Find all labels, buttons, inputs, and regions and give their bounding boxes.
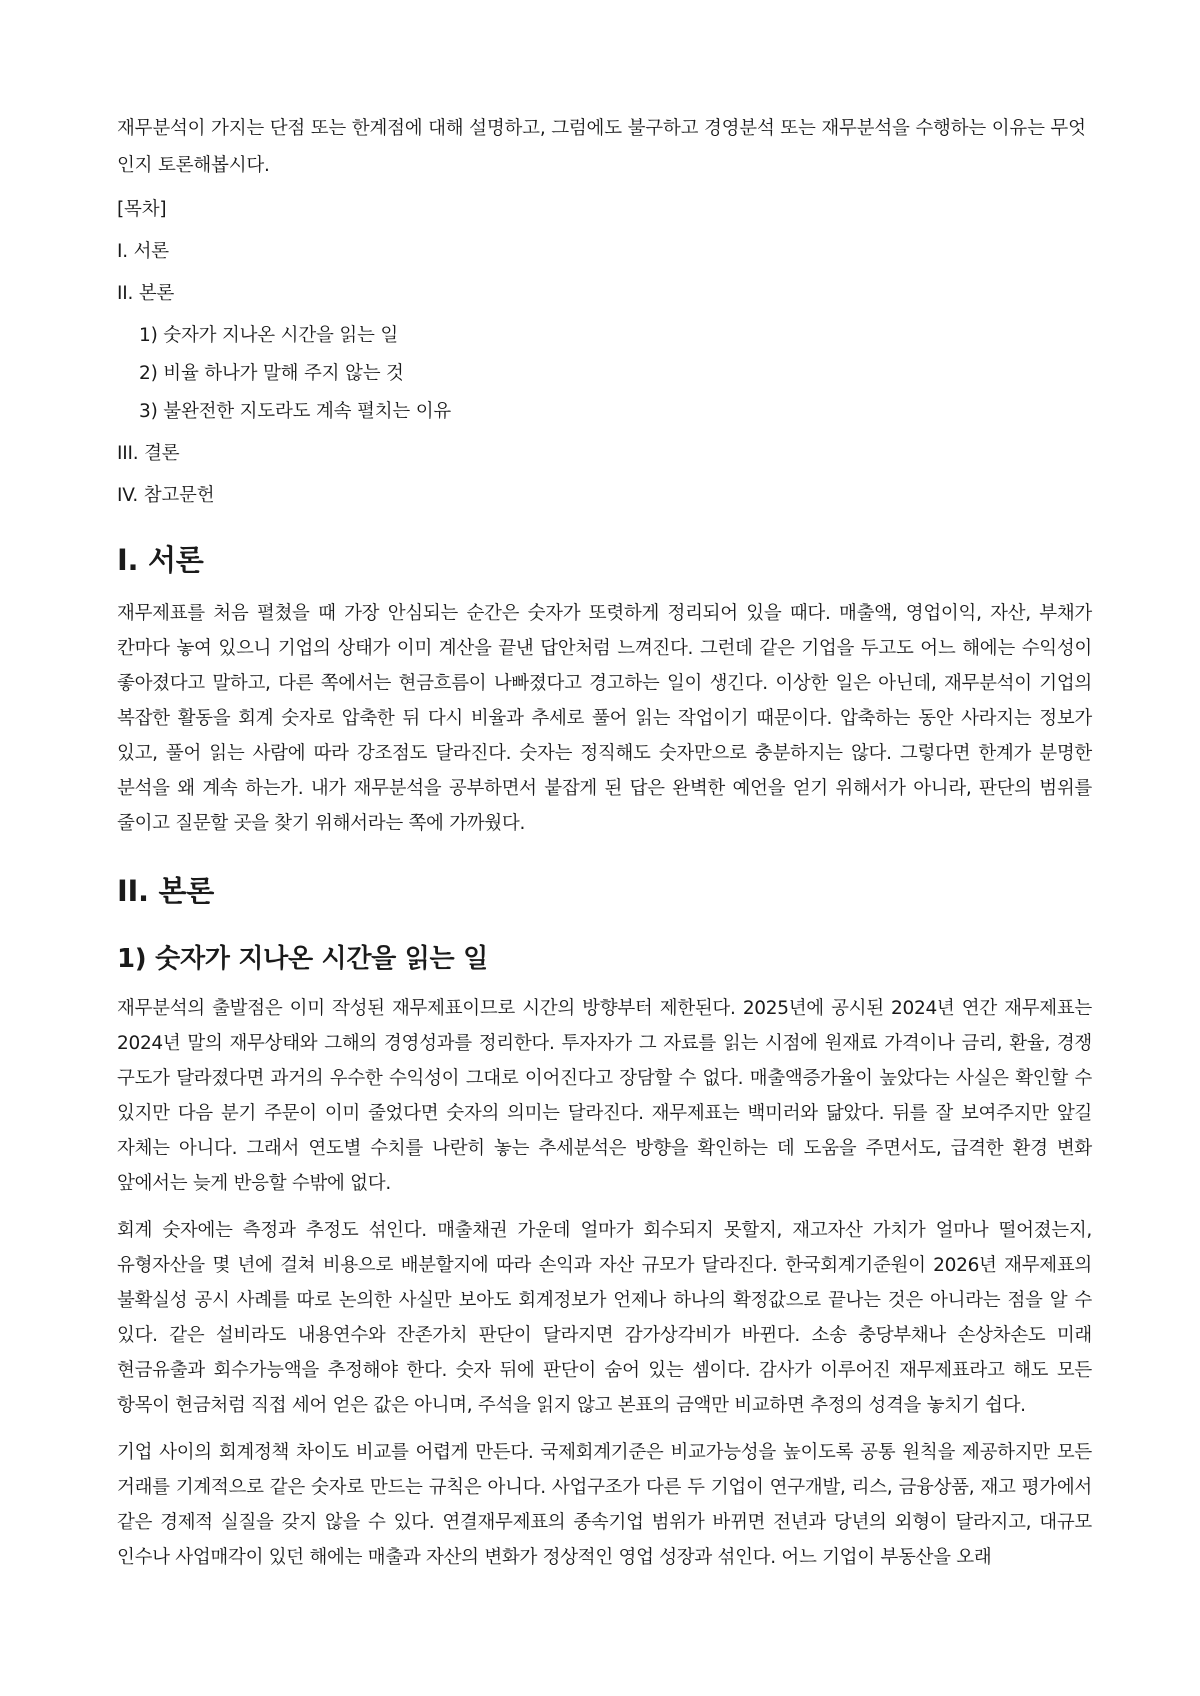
toc-item-intro: I. 서론 — [117, 241, 169, 262]
toc-heading: [목차] — [117, 199, 167, 220]
toc-item-body-2: 2) 비율 하나가 말해 주지 않는 것 — [139, 363, 404, 384]
body-paragraph: 회계 숫자에는 측정과 추정도 섞인다. 매출채권 가운데 얼마가 회수되지 못할지, 재고자산 가치가 얼마나 떨어졌는지, 유형자산을 몇 년에 걸쳐 비용으로 배분할지에 따라 손익과 자산 규모가 달라진다. 한국회계기준원이 2026년 재무제표의 불확실성 공시 사례를 따로 논의한 사실만 보아도 회계정보가 언제나 하나의 확정값으로 끝나는 것은 아니라는 점을 알 수 있다. 같은 설비라도 내용연수와 잔존가치 판단이 달라지면 감가상각비가 바뀐다. 소송 충당부채나 손상차손도 미래 현금유출과 회수가능액을 추정해야 한다. 숫자 뒤에 판단이 숨어 있는 셈이다. 감사가 이루어진 재무제표라고 해도 모든 항목이 현금처럼 직접 세어 얻은 값은 아니며, 주석을 읽지 않고 본표의 금액만 비교하면 추정의 성격을 놓치기 쉽다. — [117, 1220, 1092, 1416]
toc-item-conclusion: III. 결론 — [117, 443, 180, 464]
body-paragraph: 재무분석의 출발점은 이미 작성된 재무제표이므로 시간의 방향부터 제한된다. 2025년에 공시된 2024년 연간 재무제표는 2024년 말의 재무상태와 그해의 경영성과를 정리한다. 투자자가 그 자료를 읽는 시점에 원재료 가격이나 금리, 환율, 경쟁 구도가 달라졌다면 과거의 우수한 수익성이 그대로 이어진다고 장담할 수 없다. 매출액증가율이 높았다는 사실은 확인할 수 있지만 다음 분기 주문이 이미 줄었다면 숫자의 의미는 달라진다. 재무제표는 백미러와 닮았다. 뒤를 잘 보여주지만 앞길 자체는 아니다. 그래서 연도별 수치를 나란히 놓는 추세분석은 방향을 확인하는 데 도움을 주면서도, 급격한 환경 변화 앞에서는 늦게 반응할 수밖에 없다. — [117, 998, 1092, 1194]
document-page — [117, 110, 1092, 1587]
section-title-intro: I. 서론 — [117, 543, 204, 577]
assignment-prompt: 재무분석이 가지는 단점 또는 한계점에 대해 설명하고, 그럼에도 불구하고 경영분석 또는 재무분석을 수행하는 이유는 무엇인지 토론해봅시다. — [117, 118, 1086, 176]
body-paragraph: 기업 사이의 회계정책 차이도 비교를 어렵게 만든다. 국제회계기준은 비교가능성을 높이도록 공통 원칙을 제공하지만 모든 거래를 기계적으로 같은 숫자로 만드는 규칙은 아니다. 사업구조가 다른 두 기업이 연구개발, 리스, 금융상품, 재고 평가에서 같은 경제적 실질을 갖지 않을 수 있다. 연결재무제표의 종속기업 범위가 바뀌면 전년과 당년의 외형이 달라지고, 대규모 인수나 사업매각이 있던 해에는 매출과 자산의 변화가 정상적인 영업 성장과 섞인다. 어느 기업이 부동산을 오래 — [117, 1442, 1092, 1568]
toc-item-body-3: 3) 불완전한 지도라도 계속 펼치는 이유 — [139, 401, 452, 422]
toc-item-references: IV. 참고문헌 — [117, 485, 215, 506]
section-title-body: II. 본론 — [117, 874, 214, 908]
toc-item-body-1: 1) 숫자가 지나온 시간을 읽는 일 — [139, 325, 399, 346]
intro-paragraph: 재무제표를 처음 펼쳤을 때 가장 안심되는 순간은 숫자가 또렷하게 정리되어 있을 때다. 매출액, 영업이익, 자산, 부채가 칸마다 놓여 있으니 기업의 상태가 이미 계산을 끝낸 답안처럼 느껴진다. 그런데 같은 기업을 두고도 어느 해에는 수익성이 좋아졌다고 말하고, 다른 쪽에서는 현금흐름이 나빠졌다고 경고하는 일이 생긴다. 이상한 일은 아닌데, 재무분석이 기업의 복잡한 활동을 회계 숫자로 압축한 뒤 다시 비율과 추세로 풀어 읽는 작업이기 때문이다. 압축하는 동안 사라지는 정보가 있고, 풀어 읽는 사람에 따라 강조점도 달라진다. 숫자는 정직해도 숫자만으로 충분하지는 않다. 그렇다면 한계가 분명한 분석을 왜 계속 하는가. 내가 재무분석을 공부하면서 붙잡게 된 답은 완벽한 예언을 얻기 위해서가 아니라, 판단의 범위를 줄이고 질문할 곳을 찾기 위해서라는 쪽에 가까웠다. — [117, 603, 1092, 834]
subsection-title-1: 1) 숫자가 지나온 시간을 읽는 일 — [117, 944, 488, 974]
table-of-contents — [117, 196, 1092, 510]
toc-item-body: II. 본론 — [117, 283, 175, 304]
